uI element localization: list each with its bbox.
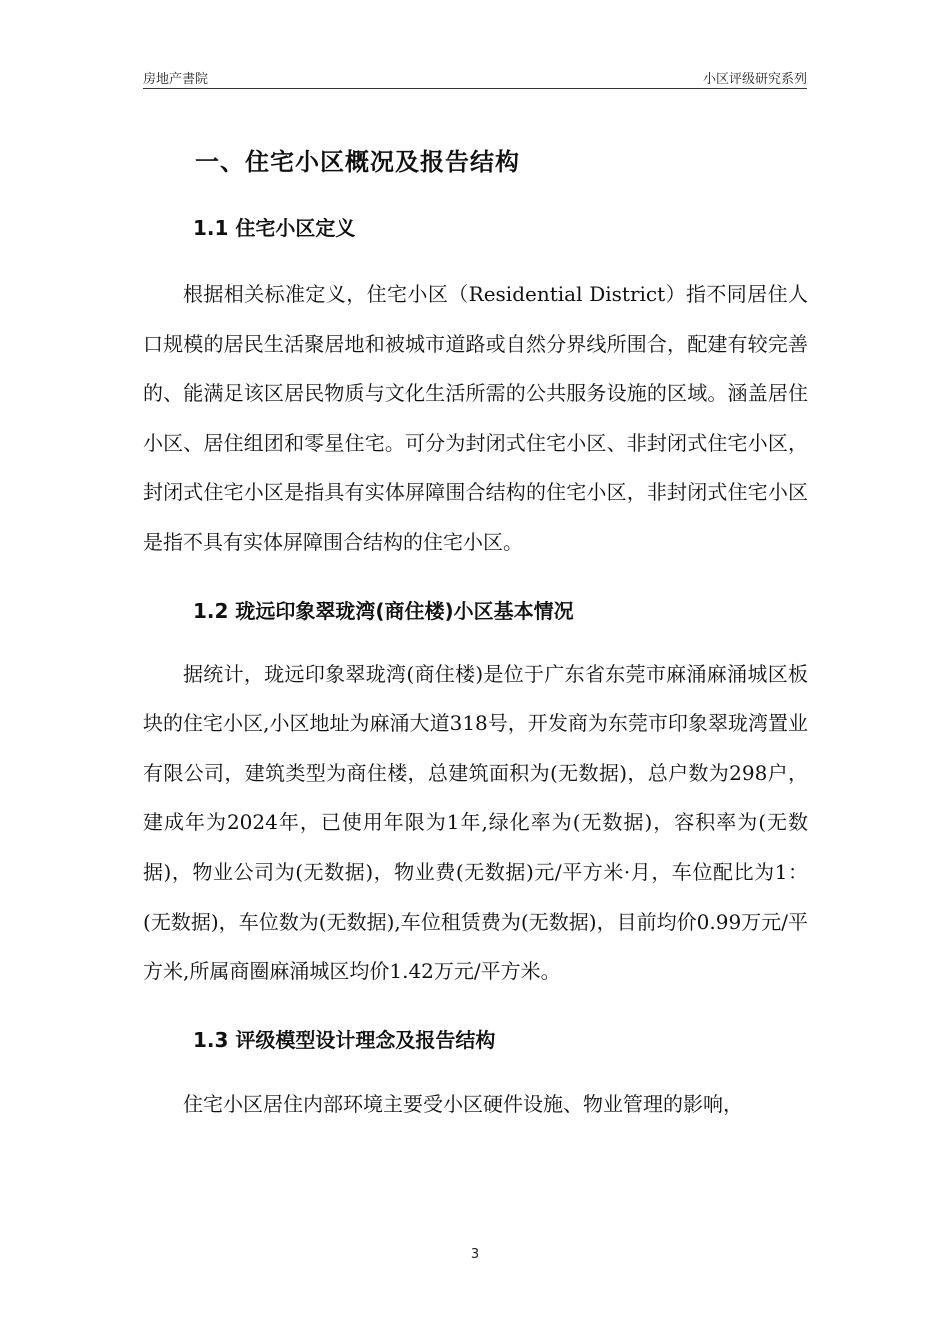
header-publisher: 房地产書院 (143, 72, 209, 87)
subsection-heading-1-2: 1.2 珑远印象翠珑湾(商住楼)小区基本情况 (193, 598, 574, 623)
subsection-heading-1-1: 1.1 住宅小区定义 (193, 216, 356, 240)
page-number: 3 (470, 1247, 480, 1262)
paragraph-basic-info: 据统计，珑远印象翠珑湾(商住楼)是位于广东省东莞市麻涌麻涌城区板块的住宅小区,小区地址为麻涌大道318号，开发商为东莞市印象翠珑湾置业有限公司，建筑类型为商住楼，总建筑面积为(无数据)，总户数为298户，建成年为2024年，已使用年限为1年,绿化率为(无数据)，容积率为(无数据)，物业公司为(无数据)，物业费(无数据)元/平方米·月，车位配比为1：(无数据)，车位数为(无数据),车位租赁费为(无数据)，目前均价0.99万元/平方米,所属商圈麻涌城区均价1.42万元/平方米。 (143, 661, 808, 984)
paragraph-model-design: 住宅小区居住内部环境主要受小区硬件设施、物业管理的影响， (183, 1091, 743, 1116)
paragraph-definition: 根据相关标准定义，住宅小区（Residential District）指不同居住人口规模的居民生活聚居地和被城市道路或自然分界线所围合，配建有较完善的、能满足该区居民物质与文化生活所需的公共服务设施的区域。涵盖居住小区、居住组团和零星住宅。可分为封闭式住宅小区、非封闭式住宅小区，封闭式住宅小区是指具有实体屏障围合结构的住宅小区，非封闭式住宅小区是指不具有实体屏障围合结构的住宅小区。 (143, 282, 808, 554)
document-body (143, 140, 808, 1129)
header-series-title: 小区评级研究系列 (702, 72, 807, 87)
subsection-heading-1-3: 1.3 评级模型设计理念及报告结构 (193, 1027, 496, 1052)
section-title: 一、住宅小区概况及报告结构 (195, 148, 520, 176)
header-divider (143, 88, 807, 89)
